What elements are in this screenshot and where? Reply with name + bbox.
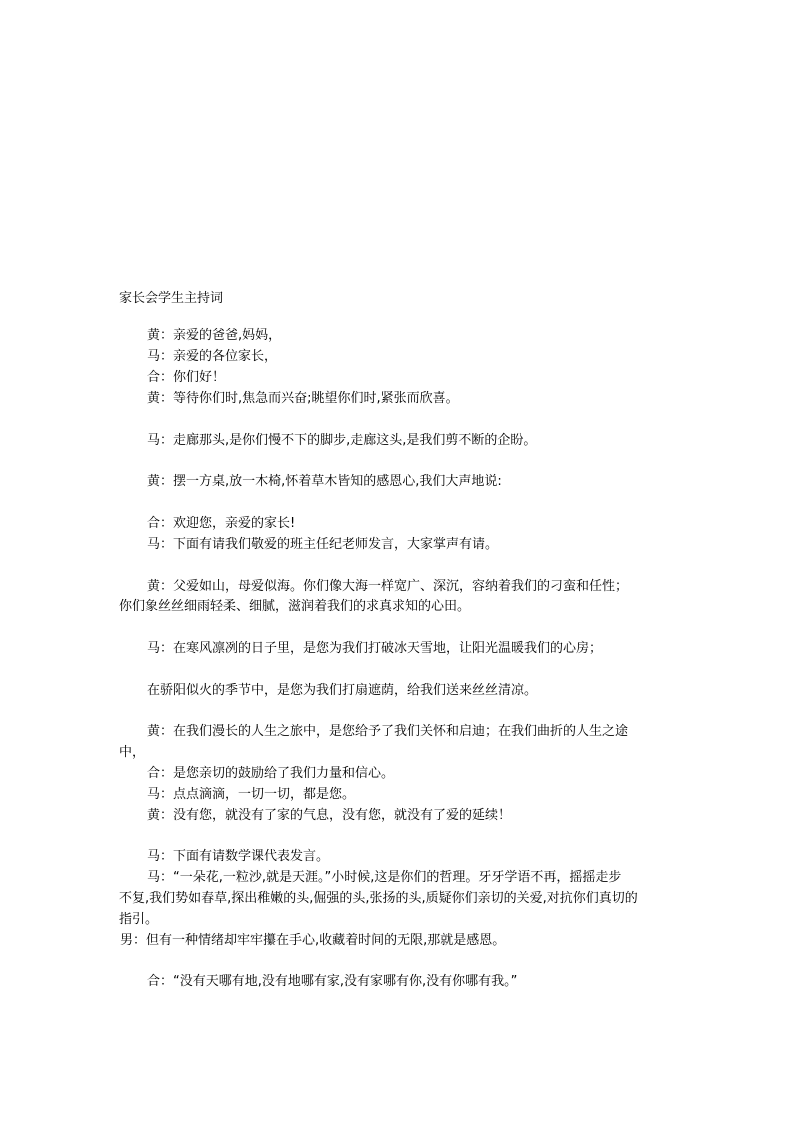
dialogue-line: 马：点点滴滴，一切一切，都是您。	[147, 787, 356, 802]
dialogue-line: 合：你们好！	[147, 370, 226, 385]
dialogue-line: 中，	[119, 745, 146, 760]
dialogue-line: 马：亲爱的各位家长，	[147, 349, 278, 364]
dialogue-line: 黄：没有您，就没有了家的气息，没有您，就没有了爱的延续！	[147, 808, 512, 823]
dialogue-line: 指引。	[119, 912, 159, 927]
dialogue-line: 马：下面有请数学课代表发言。	[147, 849, 330, 864]
dialogue-line: 男：但有一种情绪却牢牢攥在手心,收藏着时间的无限,那就是感恩。	[120, 933, 506, 948]
dialogue-line: 马：下面有请我们敬爱的班主任纪老师发言，大家掌声有请。	[147, 537, 499, 552]
dialogue-line: 你们象丝丝细雨轻柔、细腻，滋润着我们的求真求知的心田。	[119, 599, 471, 614]
dialogue-line: 黄：摆一方桌,放一木椅,怀着草木皆知的感恩心,我们大声地说:	[147, 474, 502, 489]
dialogue-line: 黄：父爱如山，母爱似海。你们像大海一样宽广、深沉，容纳着我们的刁蛮和任性；	[147, 579, 629, 594]
dialogue-line: 马：在寒风凛冽的日子里，是您为我们打破冰天雪地，让阳光温暖我们的心房；	[147, 641, 603, 656]
dialogue-line: 黄：等待你们时,焦急而兴奋;眺望你们时,紧张而欣喜。	[147, 391, 459, 406]
dialogue-line: 合：“没有天哪有地,没有地哪有家,没有家哪有你,没有你哪有我。”	[147, 974, 518, 989]
document-title: 家长会学生主持词	[119, 291, 224, 306]
dialogue-line: 不复,我们势如春草,探出稚嫩的头,倔强的头,张扬的头,质疑你们亲切的关爱,对抗你们真切的	[119, 891, 638, 906]
dialogue-line: 在骄阳似火的季节中，是您为我们打扇遮荫，给我们送来丝丝清凉。	[147, 683, 538, 698]
dialogue-line: 马：走廊那头,是你们慢不下的脚步,走廊这头,是我们剪不断的企盼。	[147, 433, 537, 448]
dialogue-line: 合：是您亲切的鼓励给了我们力量和信心。	[147, 766, 395, 781]
dialogue-line: 黄：亲爱的爸爸,妈妈，	[147, 328, 282, 343]
dialogue-line: 黄：在我们漫长的人生之旅中，是您给予了我们关怀和启迪；在我们曲折的人生之途	[147, 724, 629, 739]
dialogue-line: 合：欢迎您，亲爱的家长!	[147, 516, 296, 531]
dialogue-line: 马：“一朵花,一粒沙,就是天涯。”小时候,这是你们的哲理。牙牙学语不再，摇摇走步	[147, 870, 622, 885]
